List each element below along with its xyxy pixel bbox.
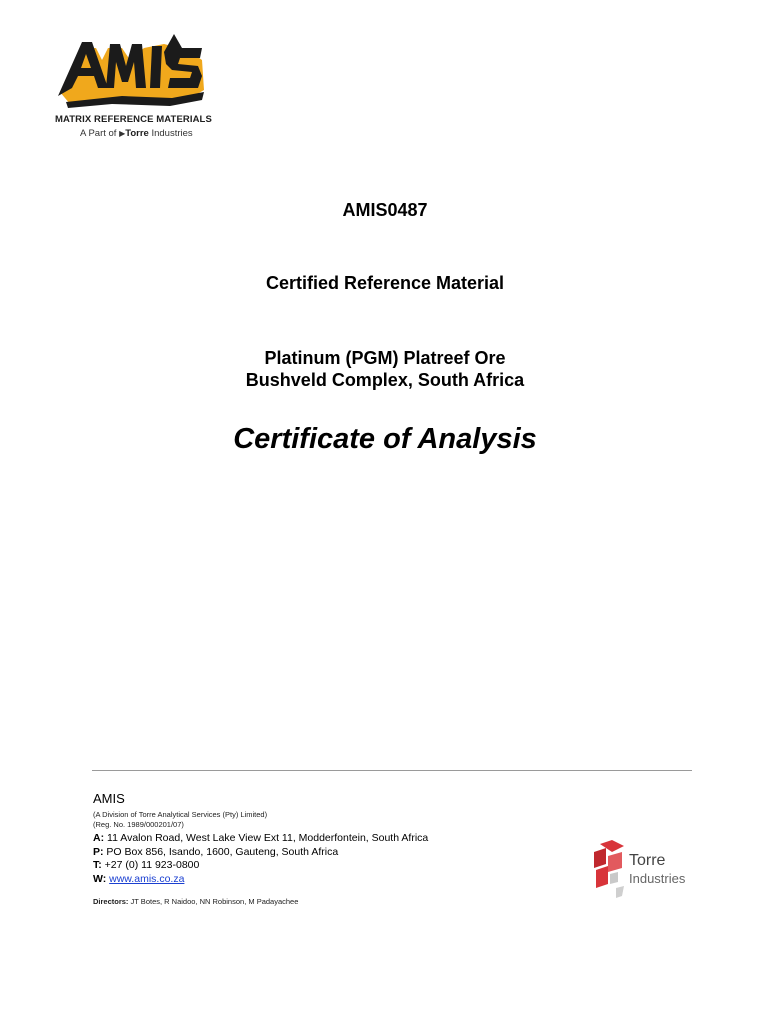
logo-part-of-prefix: A Part of <box>80 128 117 139</box>
footer-directors <box>93 897 513 906</box>
footer-divider <box>92 770 692 771</box>
logo-part-of-suffix: Industries <box>151 128 193 139</box>
footer-postal <box>93 846 513 860</box>
directors-label: Directors: <box>93 897 129 906</box>
torre-mark-icon <box>592 838 628 898</box>
product-description <box>0 347 770 391</box>
phone-label: T: <box>93 859 102 871</box>
document-title: Certificate of Analysis <box>233 423 537 455</box>
footer-phone <box>93 859 513 873</box>
logo-subtitle: MATRIX REFERENCE MATERIALS <box>55 114 212 125</box>
product-line-2: Bushveld Complex, South Africa <box>245 370 525 390</box>
footer-web <box>93 873 513 887</box>
document-code: AMIS0487 <box>342 200 428 220</box>
website-link[interactable]: www.amis.co.za <box>109 872 185 885</box>
web-label: W: <box>93 872 107 885</box>
address-label: A: <box>93 832 105 844</box>
footer-reg: (Reg. No. 1989/000201/07) <box>93 820 184 829</box>
torre-logo-subname: Industries <box>629 871 686 886</box>
product-line-1: Platinum (PGM) Platreef Ore <box>264 348 506 368</box>
footer-address <box>93 832 513 846</box>
phone-value: +27 (0) 11 923-0800 <box>104 859 200 871</box>
logo-part-of <box>80 128 193 139</box>
amis-logo-mark <box>52 30 212 114</box>
footer-contact <box>93 832 513 886</box>
footer-division: (A Division of Torre Analytical Services (Pty) Limited) <box>93 810 268 819</box>
directors-value: JT Botes, R Naidoo, NN Robinson, M Padayachee <box>130 897 299 906</box>
document-type: Certified Reference Material <box>265 273 505 293</box>
amis-logo <box>52 30 212 142</box>
play-arrow-icon: ▶ <box>119 129 126 138</box>
torre-logo <box>592 838 692 898</box>
footer <box>93 791 513 906</box>
postal-label: P: <box>93 845 104 858</box>
address-value: 11 Avalon Road, West Lake View Ext 11, Modderfontein, South Africa <box>107 832 429 844</box>
logo-part-of-company: Torre <box>125 128 149 139</box>
postal-value: PO Box 856, Isando, 1600, Gauteng, South Africa <box>106 845 339 858</box>
footer-company: AMIS <box>93 791 125 806</box>
torre-logo-name: Torre <box>629 852 666 869</box>
